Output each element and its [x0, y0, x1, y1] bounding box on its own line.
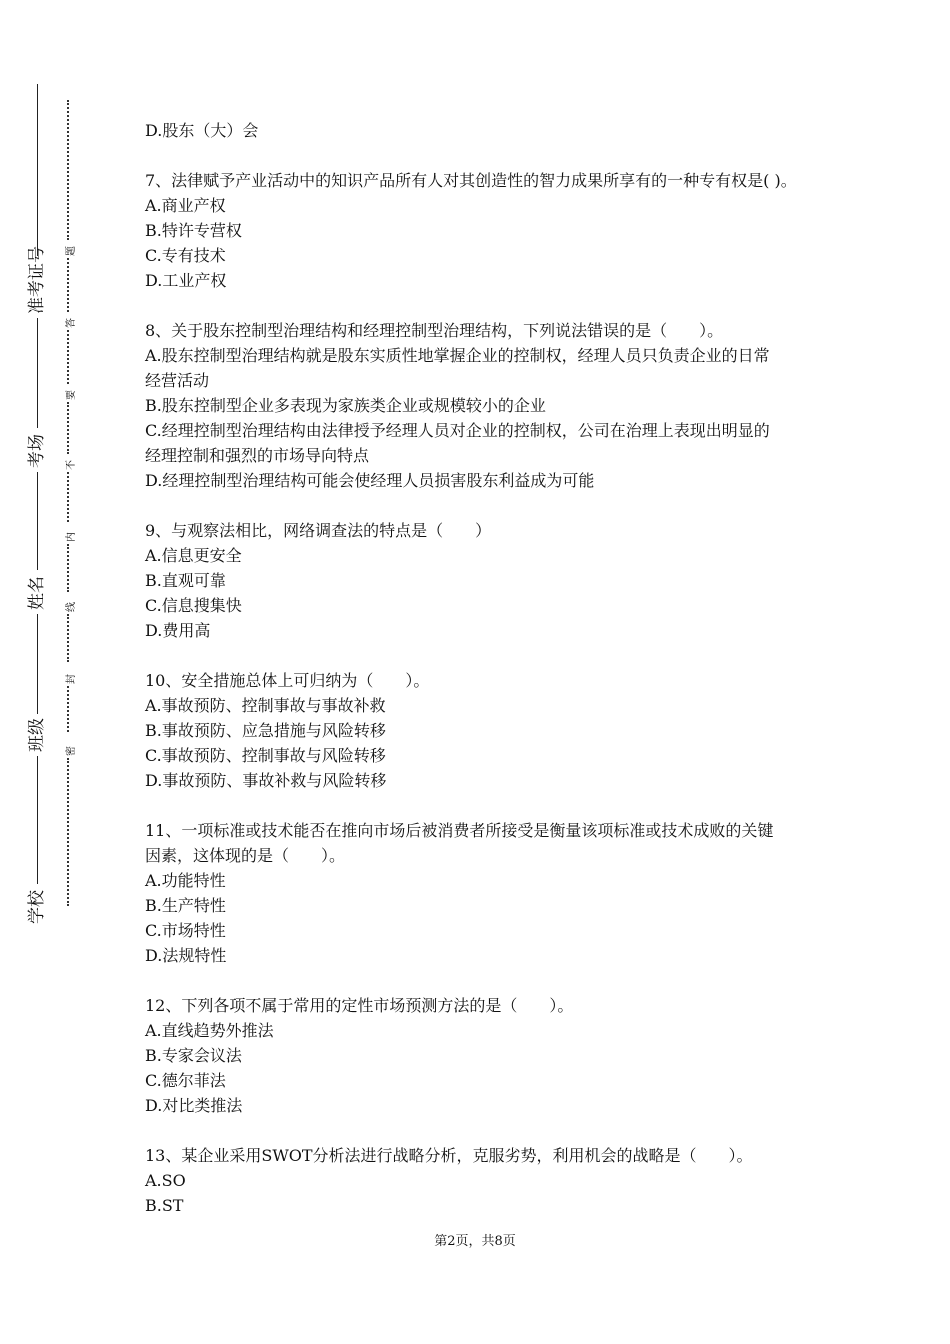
question-stem: 8、关于股东控制型治理结构和经理控制型治理结构，下列说法错误的是（ ）。: [145, 321, 724, 340]
seal-dotted-line: [67, 686, 69, 732]
seal-char: 线: [66, 602, 77, 612]
question-stem: 10、安全措施总体上可归纳为（ ）。: [145, 671, 430, 690]
option-line: A.功能特性: [145, 871, 226, 890]
option-line: A.SO: [145, 1171, 186, 1190]
page-footer: 第2页，共8页: [434, 1234, 516, 1249]
seal-dotted-line: [67, 614, 69, 662]
option-line: B.特许专营权: [145, 221, 242, 240]
seal-dotted-line: [67, 472, 69, 522]
option-line: D.对比类推法: [145, 1096, 243, 1115]
option-line: D.事故预防、事故补救与风险转移: [145, 771, 387, 790]
seal-char: 题: [66, 246, 77, 256]
option-line: C.经理控制型治理结构由法律授予经理人员对企业的控制权，公司在治理上表现出明显的: [145, 421, 770, 440]
seal-dotted-line: [67, 100, 69, 240]
option-line: C.专有技术: [145, 246, 226, 265]
question-12: [145, 993, 845, 1118]
margin-line: [37, 614, 38, 714]
seal-char: 封: [66, 674, 77, 684]
seal-char: 要: [66, 390, 77, 400]
question-10: [145, 668, 845, 793]
class-label: 班级: [27, 718, 47, 752]
question-stem: 13、某企业采用SWOT分析法进行战略分析，克服劣势，利用机会的战略是（ ）。: [145, 1146, 753, 1165]
seal-char: 内: [66, 532, 77, 542]
option-line: 经理控制和强烈的市场导向特点: [145, 446, 370, 465]
seal-dotted-line: [67, 330, 69, 384]
option-line: A.商业产权: [145, 196, 226, 215]
seal-dotted-line: [67, 402, 69, 454]
seal-dotted-line: [67, 544, 69, 592]
question-11: [145, 818, 845, 968]
option-line: A.事故预防、控制事故与事故补救: [145, 696, 386, 715]
option-line: B.股东控制型企业多表现为家族类企业或规模较小的企业: [145, 396, 546, 415]
option-line: B.生产特性: [145, 896, 226, 915]
option-line: D.股东（大）会: [145, 121, 259, 140]
seal-char: 答: [66, 318, 77, 328]
question-list: [145, 118, 845, 1243]
margin-line: [37, 756, 38, 884]
school-label: 学校: [27, 890, 47, 924]
option-line: C.德尔菲法: [145, 1071, 226, 1090]
question-8: [145, 318, 845, 493]
question-13: [145, 1143, 845, 1218]
seal-dotted-line: [67, 758, 69, 906]
option-line: B.事故预防、应急措施与风险转移: [145, 721, 386, 740]
question-stem: 12、下列各项不属于常用的定性市场预测方法的是（ ）。: [145, 996, 574, 1015]
option-line: B.直观可靠: [145, 571, 226, 590]
seal-char: 不: [66, 460, 77, 470]
option-line: A.直线趋势外推法: [145, 1021, 274, 1040]
question-9: [145, 518, 845, 643]
option-line: B.专家会议法: [145, 1046, 242, 1065]
option-line: C.市场特性: [145, 921, 226, 940]
admission-number-label: 准考证号: [27, 246, 47, 314]
question-stem: 因素，这体现的是（ ）。: [145, 846, 346, 865]
question-stem: 9、与观察法相比，网络调查法的特点是（ ）: [145, 521, 492, 540]
question-6-tail: [145, 118, 845, 143]
option-line: D.费用高: [145, 621, 211, 640]
question-stem: 11、一项标准或技术能否在推向市场后被消费者所接受是衡量该项标准或技术成败的关键: [145, 821, 774, 840]
option-line: A.信息更安全: [145, 546, 242, 565]
margin-line: [37, 318, 38, 428]
margin-line: [37, 472, 38, 570]
seal-dotted-line: [67, 258, 69, 312]
seal-char: 密: [66, 746, 77, 756]
exam-room-label: 考场: [27, 434, 47, 468]
option-line: D.经理控制型治理结构可能会使经理人员损害股东利益成为可能: [145, 471, 595, 490]
option-line: B.ST: [145, 1196, 184, 1215]
option-line: C.事故预防、控制事故与风险转移: [145, 746, 386, 765]
question-stem: 7、法律赋予产业活动中的知识产品所有人对其创造性的智力成果所享有的一种专有权是( )。: [145, 171, 797, 190]
name-label: 姓名: [27, 576, 47, 610]
option-line: D.法规特性: [145, 946, 227, 965]
option-line: D.工业产权: [145, 271, 227, 290]
option-line: A.股东控制型治理结构就是股东实质性地掌握企业的控制权，经理人员只负责企业的日常: [145, 346, 770, 365]
margin-line: [37, 84, 38, 256]
option-line: C.信息搜集快: [145, 596, 242, 615]
option-line: 经营活动: [145, 371, 210, 390]
question-7: [145, 168, 845, 293]
